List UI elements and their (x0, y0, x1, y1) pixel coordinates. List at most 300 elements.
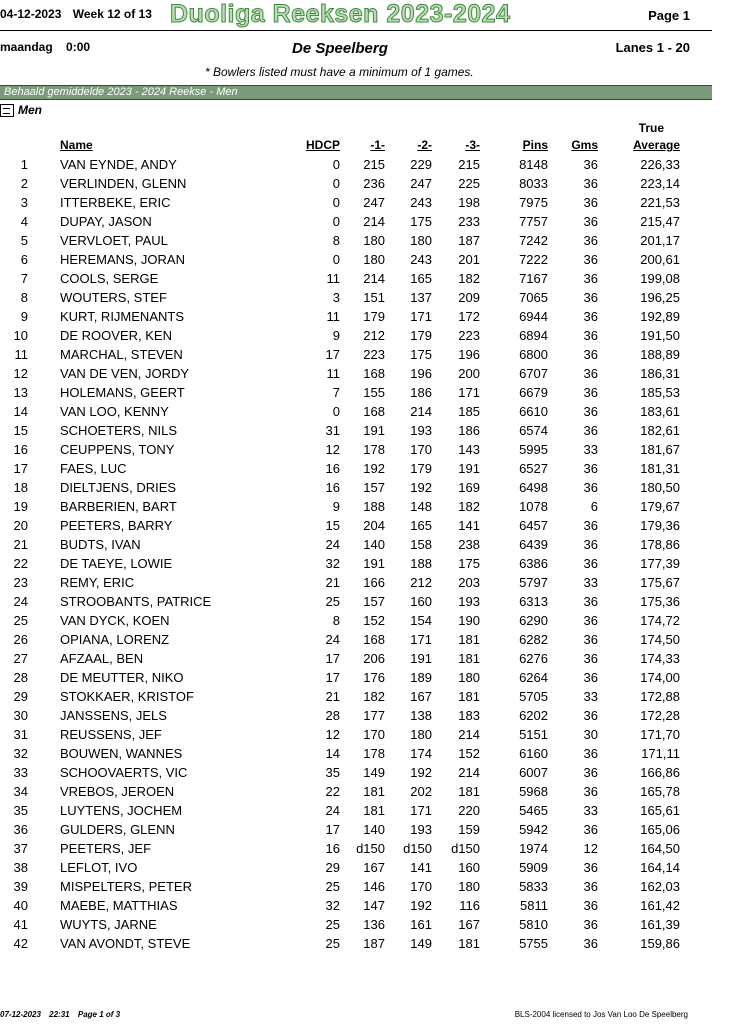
table-row (0, 535, 680, 554)
cell-hdcp: 9 (332, 499, 340, 514)
cell-name: DE ROOVER, KEN (60, 328, 172, 343)
cell-rank: 2 (20, 176, 28, 191)
cell-game2: 171 (410, 632, 432, 647)
cell-pins: 5705 (519, 689, 548, 704)
cell-games: 36 (583, 347, 598, 362)
cell-game1: 182 (363, 689, 385, 704)
cell-games: 36 (583, 309, 598, 324)
table-row (0, 839, 680, 858)
cell-game2: 175 (410, 214, 432, 229)
cell-pins: 5833 (519, 879, 548, 894)
footer-date: 07-12-2023 (0, 1010, 41, 1019)
table-row (0, 573, 680, 592)
cell-games: 36 (583, 860, 598, 875)
cell-game1: 223 (363, 347, 385, 362)
cell-average: 171,70 (640, 727, 680, 742)
cell-name: BOUWEN, WANNES (60, 746, 183, 761)
cell-games: 36 (583, 271, 598, 286)
cell-hdcp: 35 (325, 765, 340, 780)
cell-average: 182,61 (640, 423, 680, 438)
cell-average: 188,89 (640, 347, 680, 362)
cell-pins: 6610 (519, 404, 548, 419)
session-time: 0:00 (66, 40, 91, 54)
cell-name: VERVLOET, PAUL (60, 233, 168, 248)
cell-pins: 5995 (519, 442, 548, 457)
cell-average: 174,33 (640, 651, 680, 666)
cell-game1: 181 (363, 803, 385, 818)
cell-games: 36 (583, 385, 598, 400)
cell-average: 164,14 (640, 860, 680, 875)
cell-game2: 192 (410, 898, 432, 913)
cell-pins: 6007 (519, 765, 548, 780)
cell-name: BARBERIEN, BART (60, 499, 177, 514)
cell-hdcp: 0 (332, 404, 340, 419)
cell-pins: 5968 (519, 784, 548, 799)
cell-hdcp: 16 (325, 841, 340, 856)
cell-games: 33 (583, 803, 598, 818)
cell-games: 36 (583, 822, 598, 837)
cell-hdcp: 31 (325, 423, 340, 438)
cell-name: PEETERS, JEF (60, 841, 152, 856)
table-row (0, 649, 680, 668)
cell-game2: 171 (410, 309, 432, 324)
cell-average: 179,67 (640, 499, 680, 514)
cell-game3: 181 (458, 632, 480, 647)
table-row (0, 725, 680, 744)
cell-game2: 192 (410, 480, 432, 495)
cell-game2: 189 (410, 670, 432, 685)
cell-game3: 143 (458, 442, 480, 457)
table-row (0, 820, 680, 839)
table-row (0, 706, 680, 725)
cell-rank: 22 (13, 556, 28, 571)
table-row (0, 801, 680, 820)
table-row (0, 763, 680, 782)
cell-name: VAN AVONDT, STEVE (60, 936, 191, 951)
cell-games: 36 (583, 404, 598, 419)
cell-game2: 170 (410, 879, 432, 894)
cell-games: 33 (583, 689, 598, 704)
cell-game2: 165 (410, 518, 432, 533)
cell-games: 36 (583, 746, 598, 761)
cell-pins: 7167 (519, 271, 548, 286)
cell-game1: 214 (363, 214, 385, 229)
cell-pins: 5151 (519, 727, 548, 742)
cell-hdcp: 16 (325, 480, 340, 495)
table-row (0, 174, 680, 193)
cell-games: 36 (583, 632, 598, 647)
cell-hdcp: 0 (332, 214, 340, 229)
cell-pins: 6202 (519, 708, 548, 723)
cell-game3: 167 (458, 917, 480, 932)
cell-game3: 215 (458, 157, 480, 172)
cell-game3: 203 (458, 575, 480, 590)
cell-game1: 181 (363, 784, 385, 799)
cell-name: PEETERS, BARRY (60, 518, 173, 533)
cell-game3: 191 (458, 461, 480, 476)
cell-game1: 178 (363, 746, 385, 761)
section-bar (0, 85, 712, 100)
cell-game1: 140 (363, 822, 385, 837)
cell-average: 191,50 (640, 328, 680, 343)
cell-name: JANSSENS, JELS (60, 708, 167, 723)
cell-average: 165,61 (640, 803, 680, 818)
session-day: maandag (0, 40, 53, 54)
cell-games: 36 (583, 461, 598, 476)
cell-rank: 35 (13, 803, 28, 818)
cell-rank: 31 (13, 727, 28, 742)
cell-average: 172,28 (640, 708, 680, 723)
cell-average: 196,25 (640, 290, 680, 305)
table-row (0, 554, 680, 573)
cell-game1: 168 (363, 632, 385, 647)
cell-game1: 155 (363, 385, 385, 400)
cell-game2: 192 (410, 765, 432, 780)
cell-game1: 147 (363, 898, 385, 913)
cell-game2: 179 (410, 461, 432, 476)
table-row (0, 934, 680, 953)
cell-rank: 4 (20, 214, 28, 229)
cell-rank: 39 (13, 879, 28, 894)
report-date: 04-12-2023 (0, 7, 62, 21)
cell-hdcp: 11 (326, 309, 340, 324)
cell-rank: 26 (13, 632, 28, 647)
table-row (0, 896, 680, 915)
cell-game3: 214 (458, 765, 480, 780)
cell-rank: 7 (20, 271, 28, 286)
cell-game1: 178 (363, 442, 385, 457)
cell-game3: 181 (458, 936, 480, 951)
cell-game3: 175 (458, 556, 480, 571)
cell-hdcp: 14 (325, 746, 340, 761)
cell-hdcp: 0 (332, 252, 340, 267)
cell-hdcp: 8 (332, 233, 340, 248)
cell-games: 36 (583, 537, 598, 552)
cell-hdcp: 16 (325, 461, 340, 476)
cell-game3: 225 (458, 176, 480, 191)
cell-game3: 220 (458, 803, 480, 818)
table-row (0, 326, 680, 345)
cell-rank: 24 (13, 594, 28, 609)
cell-name: VAN EYNDE, ANDY (60, 157, 177, 172)
cell-game2: 243 (410, 195, 432, 210)
table-row (0, 744, 680, 763)
cell-game2: 175 (410, 347, 432, 362)
cell-games: 33 (583, 442, 598, 457)
cell-game1: 140 (363, 537, 385, 552)
cell-game3: 141 (458, 518, 480, 533)
cell-games: 36 (583, 879, 598, 894)
cell-pins: 8033 (519, 176, 548, 191)
cell-rank: 33 (13, 765, 28, 780)
cell-game1: 167 (363, 860, 385, 875)
cell-pins: 5755 (519, 936, 548, 951)
cell-pins: 7975 (519, 195, 548, 210)
cell-average: 164,50 (640, 841, 680, 856)
cell-pins: 6386 (519, 556, 548, 571)
cell-game2: 196 (410, 366, 432, 381)
cell-name: STROOBANTS, PATRICE (60, 594, 212, 609)
cell-average: 223,14 (640, 176, 680, 191)
cell-average: 172,88 (640, 689, 680, 704)
cell-rank: 16 (13, 442, 28, 457)
cell-game1: 166 (363, 575, 385, 590)
cell-name: REUSSENS, JEF (60, 727, 162, 742)
cell-pins: 6944 (519, 309, 548, 324)
cell-rank: 11 (14, 347, 28, 362)
cell-rank: 38 (13, 860, 28, 875)
cell-hdcp: 25 (325, 594, 340, 609)
cell-name: BUDTS, IVAN (60, 537, 141, 552)
col-header-game2: -2- (417, 138, 432, 152)
cell-games: 36 (583, 423, 598, 438)
cell-game2: 158 (410, 537, 432, 552)
cell-game2: 179 (410, 328, 432, 343)
cell-pins: 7242 (519, 233, 548, 248)
col-header-game3: -3- (465, 138, 480, 152)
cell-hdcp: 29 (325, 860, 340, 875)
cell-game1: 247 (363, 195, 385, 210)
session-info (0, 40, 100, 54)
cell-game1: 215 (363, 157, 385, 172)
cell-pins: 6439 (519, 537, 548, 552)
cell-game3: 152 (458, 746, 480, 761)
cell-rank: 12 (13, 366, 28, 381)
cell-average: 183,61 (640, 404, 680, 419)
report-header-left (0, 7, 160, 21)
table-row (0, 877, 680, 896)
cell-hdcp: 0 (332, 176, 340, 191)
col-header-game1: -1- (370, 138, 385, 152)
cell-pins: 6707 (519, 366, 548, 381)
cell-games: 36 (583, 594, 598, 609)
cell-rank: 5 (20, 233, 28, 248)
cell-game1: 187 (363, 936, 385, 951)
cell-games: 36 (583, 765, 598, 780)
table-row (0, 459, 680, 478)
cell-hdcp: 32 (325, 898, 340, 913)
cell-pins: 5909 (519, 860, 548, 875)
cell-game2: 137 (410, 290, 432, 305)
cell-average: 174,00 (640, 670, 680, 685)
cell-rank: 19 (13, 499, 28, 514)
cell-game3: 187 (458, 233, 480, 248)
footer-print-info (0, 1010, 126, 1019)
cell-hdcp: 0 (332, 157, 340, 172)
cell-average: 226,33 (640, 157, 680, 172)
cell-pins: 5465 (519, 803, 548, 818)
cell-average: 185,53 (640, 385, 680, 400)
cell-game1: 191 (363, 556, 385, 571)
cell-rank: 34 (13, 784, 28, 799)
cell-game1: 168 (363, 366, 385, 381)
cell-hdcp: 21 (325, 689, 340, 704)
cell-game1: 136 (363, 917, 385, 932)
cell-game1: 170 (363, 727, 385, 742)
cell-rank: 28 (13, 670, 28, 685)
cell-game2: 161 (410, 917, 432, 932)
cell-game3: 180 (458, 879, 480, 894)
cell-game3: d150 (451, 841, 480, 856)
cell-name: VAN LOO, KENNY (60, 404, 169, 419)
cell-hdcp: 28 (325, 708, 340, 723)
cell-game1: 204 (363, 518, 385, 533)
table-row (0, 611, 680, 630)
cell-pins: 6894 (519, 328, 548, 343)
cell-hdcp: 32 (325, 556, 340, 571)
cell-rank: 1 (20, 157, 28, 172)
cell-name: SCHOOVAERTS, VIC (60, 765, 188, 780)
cell-game3: 198 (458, 195, 480, 210)
cell-games: 33 (583, 575, 598, 590)
table-row (0, 345, 680, 364)
cell-rank: 20 (13, 518, 28, 533)
cell-average: 175,67 (640, 575, 680, 590)
cell-game1: 192 (363, 461, 385, 476)
standings-rows (0, 155, 680, 953)
cell-game1: 157 (363, 594, 385, 609)
cell-games: 36 (583, 651, 598, 666)
cell-game2: 202 (410, 784, 432, 799)
cell-average: 177,39 (640, 556, 680, 571)
cell-game1: 157 (363, 480, 385, 495)
cell-game2: 212 (410, 575, 432, 590)
cell-hdcp: 24 (325, 632, 340, 647)
cell-name: VERLINDEN, GLENN (60, 176, 187, 191)
cell-game1: 188 (363, 499, 385, 514)
cell-game3: 160 (458, 860, 480, 875)
cell-game2: 180 (410, 727, 432, 742)
cell-average: 166,86 (640, 765, 680, 780)
cell-average: 162,03 (640, 879, 680, 894)
cell-name: KURT, RIJMENANTS (60, 309, 184, 324)
cell-pins: 5810 (519, 917, 548, 932)
cell-rank: 42 (13, 936, 28, 951)
cell-game1: 180 (363, 252, 385, 267)
cell-name: LUYTENS, JOCHEM (60, 803, 183, 818)
col-header-games: Gms (571, 138, 598, 152)
cell-hdcp: 22 (325, 784, 340, 799)
cell-rank: 10 (13, 328, 28, 343)
cell-hdcp: 3 (332, 290, 340, 305)
minimum-games-note: * Bowlers listed must have a minimum of 1 games. (205, 65, 474, 79)
cell-games: 36 (583, 518, 598, 533)
cell-game2: 148 (410, 499, 432, 514)
cell-pins: 6527 (519, 461, 548, 476)
cell-game3: 196 (458, 347, 480, 362)
cell-hdcp: 15 (325, 518, 340, 533)
table-row (0, 364, 680, 383)
cell-name: OPIANA, LORENZ (60, 632, 170, 647)
cell-name: WUYTS, JARNE (60, 917, 157, 932)
cell-name: HOLEMANS, GEERT (60, 385, 185, 400)
cell-pins: 5797 (519, 575, 548, 590)
cell-game2: 171 (410, 803, 432, 818)
cell-game1: 180 (363, 233, 385, 248)
cell-name: AFZAAL, BEN (60, 651, 144, 666)
cell-games: 36 (583, 480, 598, 495)
cell-game2: 191 (410, 651, 432, 666)
cell-rank: 30 (13, 708, 28, 723)
cell-average: 161,42 (640, 898, 680, 913)
cell-game1: 149 (363, 765, 385, 780)
cell-hdcp: 12 (325, 727, 340, 742)
cell-game1: 168 (363, 404, 385, 419)
cell-game1: 206 (363, 651, 385, 666)
cell-rank: 40 (13, 898, 28, 913)
cell-rank: 14 (13, 404, 28, 419)
table-row (0, 383, 680, 402)
cell-average: 186,31 (640, 366, 680, 381)
cell-games: 36 (583, 784, 598, 799)
cell-average: 201,17 (640, 233, 680, 248)
cell-game3: 200 (458, 366, 480, 381)
cell-pins: 6679 (519, 385, 548, 400)
cell-hdcp: 25 (325, 879, 340, 894)
cell-average: 165,78 (640, 784, 680, 799)
cell-game3: 183 (458, 708, 480, 723)
cell-hdcp: 11 (326, 271, 340, 286)
cell-game2: 138 (410, 708, 432, 723)
cell-pins: 7222 (519, 252, 548, 267)
cell-game1: d150 (356, 841, 385, 856)
cell-name: ITTERBEKE, ERIC (60, 195, 171, 210)
cell-name: LEFLOT, IVO (60, 860, 138, 875)
cell-game2: 167 (410, 689, 432, 704)
cell-games: 36 (583, 233, 598, 248)
cell-rank: 9 (20, 309, 28, 324)
cell-average: 179,36 (640, 518, 680, 533)
cell-hdcp: 17 (325, 651, 340, 666)
cell-pins: 5942 (519, 822, 548, 837)
cell-game3: 223 (458, 328, 480, 343)
cell-rank: 13 (13, 385, 28, 400)
cell-games: 36 (583, 214, 598, 229)
cell-game2: 229 (410, 157, 432, 172)
cell-name: MAEBE, MATTHIAS (60, 898, 178, 913)
cell-pins: 6282 (519, 632, 548, 647)
footer-license: BLS-2004 licensed to Jos Van Loo De Speelberg (514, 1010, 688, 1019)
cell-hdcp: 12 (325, 442, 340, 457)
cell-games: 12 (583, 841, 598, 856)
cell-name: GULDERS, GLENN (60, 822, 175, 837)
cell-rank: 23 (13, 575, 28, 590)
cell-games: 36 (583, 328, 598, 343)
cell-hdcp: 25 (325, 936, 340, 951)
table-row (0, 250, 680, 269)
cell-hdcp: 0 (332, 195, 340, 210)
cell-game1: 146 (363, 879, 385, 894)
table-row (0, 288, 680, 307)
cell-average: 192,89 (640, 309, 680, 324)
table-row (0, 630, 680, 649)
cell-rank: 25 (13, 613, 28, 628)
cell-average: 181,31 (640, 461, 680, 476)
cell-games: 36 (583, 366, 598, 381)
cell-average: 200,61 (640, 252, 680, 267)
table-row (0, 421, 680, 440)
cell-games: 6 (590, 499, 598, 514)
cell-game3: 209 (458, 290, 480, 305)
table-row (0, 155, 680, 174)
cell-game3: 181 (458, 784, 480, 799)
cell-hdcp: 7 (332, 385, 340, 400)
table-row (0, 592, 680, 611)
table-row (0, 402, 680, 421)
cell-pins: 6313 (519, 594, 548, 609)
cell-game2: 165 (410, 271, 432, 286)
cell-name: SCHOETERS, NILS (60, 423, 178, 438)
